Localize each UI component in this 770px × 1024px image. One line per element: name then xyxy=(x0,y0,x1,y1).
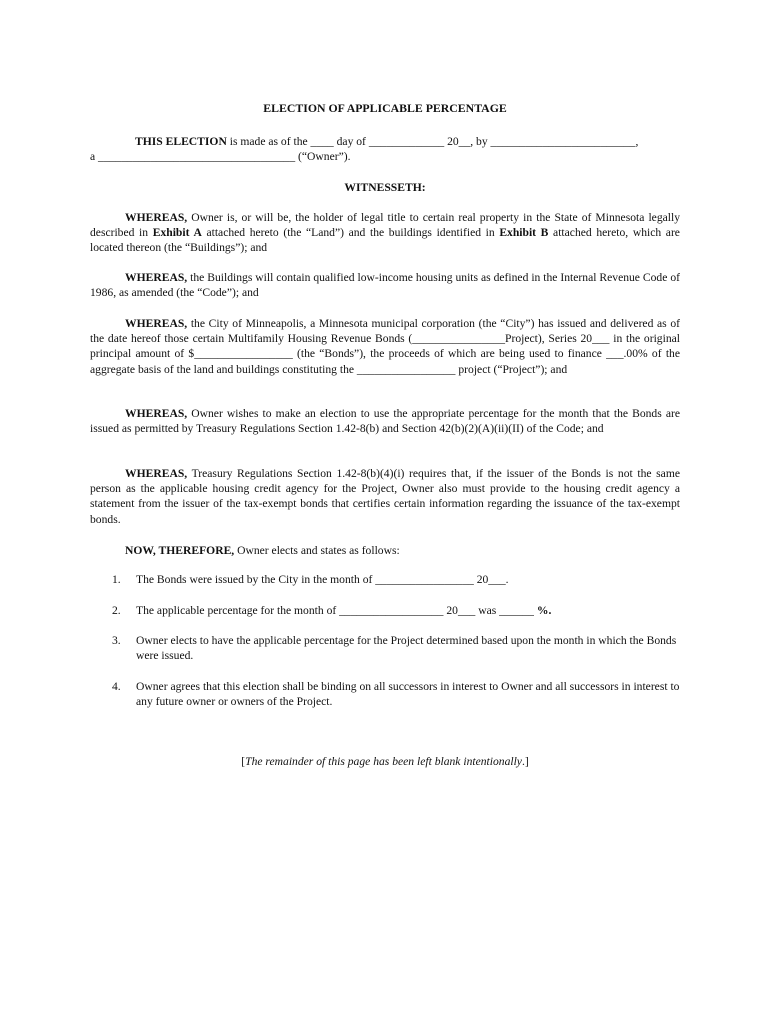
now-therefore-bold: NOW, THEREFORE, xyxy=(125,544,235,557)
recital-3-text: the City of Minneapolis, a Minnesota municipal corporation (the “City”) has issued and delivered as of the date hereof those certain Multifamily Housing Revenue Bonds (________________Project), Series 20___ in the original principal amount of $_________________ (the “Bonds”), the proceeds of which are being used to finance ___.00% of the aggregate basis of the land and buildings constituting the _________________ project (“Project”); and xyxy=(90,317,680,376)
now-therefore-text: Owner elects and states as follows: xyxy=(234,544,400,557)
note-italic-text: The remainder of this page has been left blank intentionally xyxy=(245,755,522,768)
recital-5-text: Treasury Regulations Section 1.42-8(b)(4)(i) requires that, if the issuer of the Bonds is not the same person as the applicable housing credit agency for the Project, Owner also must provide to the housing credit agency a statement from the issuer of the tax-exempt bonds that certifies certain information regarding the issuance of the tax-exempt bonds. xyxy=(90,467,680,526)
recital-4-text: Owner wishes to make an election to use the appropriate percentage for the month that the Bonds are issued as permitted by Treasury Regulations Section 1.42-8(b) and Section 42(b)(2)(A)(ii)(II) of the Code; and xyxy=(90,407,680,436)
witnesseth-heading: WITNESSETH: xyxy=(344,181,426,194)
recital-4-bold: WHEREAS, xyxy=(125,407,188,420)
intro-paragraph xyxy=(90,134,680,164)
blank-page-note xyxy=(90,754,680,769)
recital-1-bold: WHEREAS, xyxy=(125,211,188,224)
exhibit-a-ref: Exhibit A xyxy=(152,226,202,240)
recital-5-bold: WHEREAS, xyxy=(125,467,188,480)
percent-sign: %. xyxy=(536,604,552,617)
recital-5 xyxy=(90,466,680,527)
exhibit-b-ref: Exhibit B xyxy=(499,226,549,240)
recital-1 xyxy=(90,210,680,256)
note-close-bracket: .] xyxy=(521,755,529,768)
list-item xyxy=(90,679,680,709)
recital-2-text: the Buildings will contain qualified low-income housing units as defined in the Internal Revenue Code of 1986, as amended (the “Code”); and xyxy=(90,271,680,300)
recital-1-text-b: attached hereto (the “Land”) and the buildings identified in xyxy=(201,226,500,240)
list-item-text: The Bonds were issued by the City in the month of _________________ 20___. xyxy=(136,573,509,586)
list-item-text: Owner agrees that this election shall be binding on all successors in interest to Owner and all successors in interest to any future owner or owners of the Project. xyxy=(136,680,680,709)
intro-bold: THIS ELECTION xyxy=(135,135,227,148)
intro-line2: a __________________________________ (“Owner”). xyxy=(90,150,351,164)
recital-1-text-c: attached hereto, which are located thereon (the “Buildings”); and xyxy=(90,226,680,255)
recital-2-bold: WHEREAS, xyxy=(125,271,188,284)
recital-3-bold: WHEREAS, xyxy=(125,317,188,330)
recital-2 xyxy=(90,270,680,300)
list-item-number: 2. xyxy=(112,604,121,617)
list-item-number: 3. xyxy=(112,634,121,647)
recital-3 xyxy=(90,316,680,377)
intro-line1: is made as of the ____ day of _____________ 20__, by _________________________, xyxy=(226,135,639,148)
list-item xyxy=(90,572,680,587)
list-item-text: Owner elects to have the applicable percentage for the Project determined based upon the month in which the Bonds were issued. xyxy=(136,634,677,663)
list-item xyxy=(90,603,680,618)
list-item-text: The applicable percentage for the month of __________________ 20___ was ______ xyxy=(136,604,537,617)
list-item-number: 4. xyxy=(112,680,121,693)
recital-1-text-a: Owner is, or will be, the holder of legal title to certain real property in the State of Minnesota legally described in xyxy=(90,211,680,240)
now-therefore-paragraph xyxy=(90,543,680,558)
list-item-number: 1. xyxy=(112,573,121,586)
document-title: ELECTION OF APPLICABLE PERCENTAGE xyxy=(263,101,507,115)
list-item xyxy=(90,633,680,663)
note-open-bracket: [ xyxy=(241,755,246,768)
recital-4 xyxy=(90,406,680,436)
